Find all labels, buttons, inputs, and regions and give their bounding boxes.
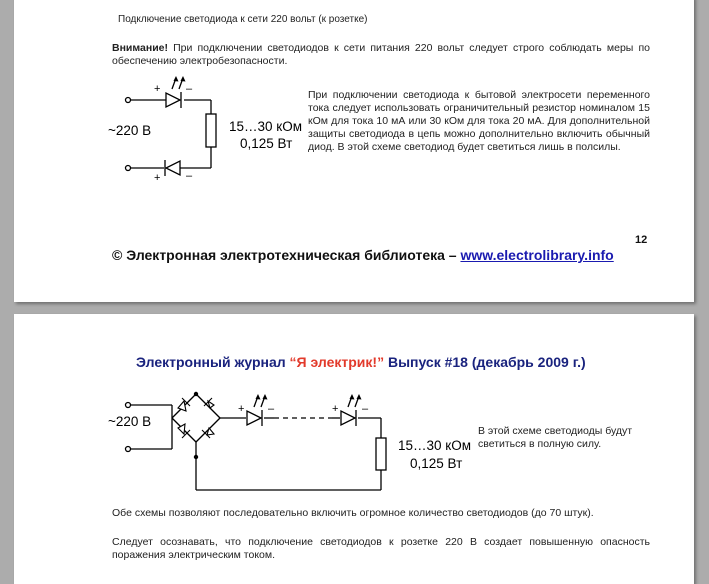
library-footer <box>112 247 652 263</box>
page-number: 12 <box>635 234 648 246</box>
paragraph-series-count: Обе схемы позволяют последовательно включить огромное количество светодиодов (до 70 штук). <box>112 507 594 519</box>
resistor-power-label-2: 0,125 Вт <box>410 456 463 471</box>
led-symbol-first <box>247 394 268 426</box>
warning-label: Внимание! <box>112 42 168 54</box>
journal-issue: Выпуск #18 (декабрь 2009 г.) <box>384 354 586 370</box>
side-note: В этой схеме светодиоды будут светиться в полную силу. <box>478 425 633 450</box>
resistor-power-label: 0,125 Вт <box>240 136 293 151</box>
led-symbol-last <box>341 394 362 426</box>
led-symbol <box>166 76 186 108</box>
library-link[interactable]: www.electrolibrary.info <box>460 247 614 263</box>
footer-text: © Электронная электротехническая библиотека – <box>112 247 461 263</box>
journal-name: “Я электрик!” <box>289 354 385 370</box>
resistor-value-label: 15…30 кОм <box>229 119 302 134</box>
description-paragraph: При подключении светодиода к бытовой электросети переменного тока следует использовать ограничительный резистор номиналом 15 кОм для тока 10 мА или 30 кОм для тока 20 мА. Для дополнительной защиты светодиода в цепь можно дополнительно включить обычный диод. В этой схеме светодиод будет светиться лишь в полсилы. <box>308 89 650 153</box>
diode-bridge <box>178 398 214 438</box>
led-plus-label: + <box>154 83 161 95</box>
document-page-13 <box>14 314 694 584</box>
paragraph-safety-warning: Следует осознавать, что подключение светодиодов к розетке 220 В создает повышенную опасность поражения электрическим током. <box>112 536 650 561</box>
voltage-label: ~220 В <box>108 123 152 138</box>
diode-minus-label: – <box>186 170 193 182</box>
resistor-value-label-2: 15…30 кОм <box>398 438 471 453</box>
diode-symbol <box>165 160 180 176</box>
document-page-12 <box>14 0 694 302</box>
voltage-label-2: ~220 В <box>108 414 152 429</box>
led1-minus-label: – <box>268 403 275 415</box>
section-title: Подключение светодиода к сети 220 вольт (к розетке) <box>118 14 368 25</box>
journal-prefix: Электронный журнал <box>136 354 290 370</box>
led-minus-label: – <box>186 83 193 95</box>
led1-plus-label: + <box>238 403 245 415</box>
led2-plus-label: + <box>332 403 339 415</box>
warning-text: При подключении светодиодов к сети питания 220 вольт следует строго соблюдать меры по обеспечению электробезопасности. <box>112 42 650 67</box>
led2-minus-label: – <box>362 403 369 415</box>
diode-plus-label: + <box>154 172 161 184</box>
